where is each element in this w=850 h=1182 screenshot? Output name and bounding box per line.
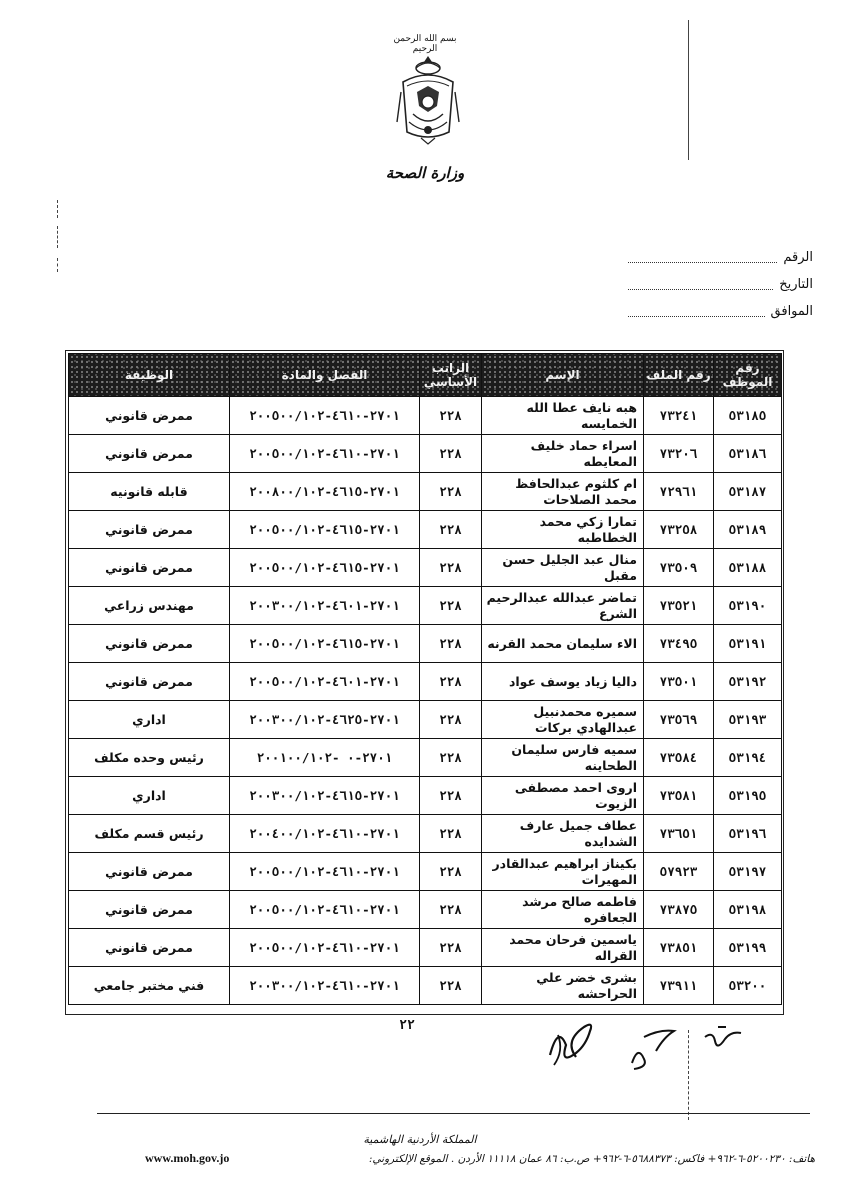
table-row (69, 587, 782, 625)
cell-emp-no: ٥٣١٩٤ (714, 739, 782, 777)
cell-account: ٢٧٠١-٤٦٠١-٢٠٠٥٠٠/١٠٢ (230, 663, 420, 701)
cell-base-salary: ٢٢٨ (420, 511, 482, 549)
cell-job: ممرض قانوني (69, 397, 230, 435)
cell-emp-no: ٥٣١٨٩ (714, 511, 782, 549)
ref-number-dotted-line (628, 251, 777, 263)
cell-base-salary: ٢٢٨ (420, 777, 482, 815)
table-row (69, 663, 782, 701)
table-row (69, 739, 782, 777)
cell-base-salary: ٢٢٨ (420, 549, 482, 587)
cell-emp-no: ٥٣١٨٦ (714, 435, 782, 473)
cell-account: ٢٧٠١-٤٦١٠-٢٠٠٥٠٠/١٠٢ (230, 853, 420, 891)
footer-contact (145, 1151, 815, 1166)
cell-account: ٢٧٠١-٤٦١٠-٢٠٠٥٠٠/١٠٢ (230, 397, 420, 435)
cell-file-no: ٥٧٩٢٣ (644, 853, 714, 891)
table-header-row (69, 354, 782, 397)
cell-name: داليا زياد يوسف عواد (482, 663, 644, 701)
margin-dash-mark (57, 226, 58, 248)
cell-base-salary: ٢٢٨ (420, 739, 482, 777)
cell-job: فني مختبر جامعي (69, 967, 230, 1005)
table-row (69, 625, 782, 663)
margin-dash-mark (57, 200, 58, 218)
cell-job: ممرض قانوني (69, 625, 230, 663)
header-name: الإسم (482, 354, 644, 397)
basmala-text: بسم الله الرحمن الرحيم (393, 34, 457, 54)
cell-base-salary: ٢٢٨ (420, 473, 482, 511)
cell-emp-no: ٥٣١٨٥ (714, 397, 782, 435)
cell-emp-no: ٥٣٢٠٠ (714, 967, 782, 1005)
cell-job: مهندس زراعي (69, 587, 230, 625)
table-row (69, 701, 782, 739)
header-file-no: رقم الملف (644, 354, 714, 397)
cell-account: ٢٧٠١-٤٦١٠-٢٠٠٥٠٠/١٠٢ (230, 929, 420, 967)
cell-file-no: ٧٣٦٥١ (644, 815, 714, 853)
cell-job: رئيس قسم مكلف (69, 815, 230, 853)
ref-date-label: التاريخ (779, 277, 813, 292)
cell-name: فاطمه صالح مرشد الجعافره (482, 891, 644, 929)
reference-block (628, 238, 813, 319)
footer-contact-text: هاتف: ٥٢٠٠٢٣٠-٦-٩٦٢+ فاكس: ٥٦٨٨٣٧٣-٦-٩٦٢+ ص.ب: ٨٦ عمان ١١١١٨ الأردن . الموقع الإلكتروني: (368, 1152, 815, 1165)
cell-job: ممرض قانوني (69, 929, 230, 967)
cell-file-no: ٧٣٢٥٨ (644, 511, 714, 549)
cell-base-salary: ٢٢٨ (420, 587, 482, 625)
header-base-salary: الراتب الأساسي (420, 354, 482, 397)
header-account: الفصل والمادة (230, 354, 420, 397)
cell-name: ام كلثوم عبدالحافظ محمد الصلاحات (482, 473, 644, 511)
cell-file-no: ٧٣٥٨٤ (644, 739, 714, 777)
cell-file-no: ٧٣٥٢١ (644, 587, 714, 625)
ref-corresponding-row (628, 292, 813, 319)
margin-rule (688, 20, 689, 160)
margin-dash-mark (57, 258, 58, 272)
cell-base-salary: ٢٢٨ (420, 435, 482, 473)
ministry-name: وزارة الصحة (385, 164, 465, 182)
cell-job: اداري (69, 777, 230, 815)
cell-base-salary: ٢٢٨ (420, 929, 482, 967)
cell-file-no: ٧٣٥٨١ (644, 777, 714, 815)
cell-job: ممرض قانوني (69, 549, 230, 587)
cell-account: ٢٧٠١-٤٦١٠-٢٠٠٥٠٠/١٠٢ (230, 891, 420, 929)
cell-job: ممرض قانوني (69, 853, 230, 891)
cell-job: ممرض قانوني (69, 435, 230, 473)
cell-file-no: ٧٣٥٠٩ (644, 549, 714, 587)
ref-corresponding-label: الموافق (770, 304, 813, 319)
table-row (69, 511, 782, 549)
cell-emp-no: ٥٣١٩٠ (714, 587, 782, 625)
table-row (69, 549, 782, 587)
cell-base-salary: ٢٢٨ (420, 663, 482, 701)
header-emp-no: رقم الموظف (714, 354, 782, 397)
cell-emp-no: ٥٣١٩٢ (714, 663, 782, 701)
footer-kingdom: المملكة الأردنية الهاشمية (363, 1133, 477, 1146)
cell-name: سميره محمدنبيل عبدالهادي بركات (482, 701, 644, 739)
cell-name: تمارا زكي محمد الخطاطبه (482, 511, 644, 549)
page-number: ٢٢ (399, 1018, 415, 1033)
cell-account: ٢٧٠١-٤٦١٠-٢٠٠٤٠٠/١٠٢ (230, 815, 420, 853)
cell-emp-no: ٥٣١٩١ (714, 625, 782, 663)
cell-file-no: ٧٣٨٧٥ (644, 891, 714, 929)
cell-account: ٢٧٠١-٤٦١٥-٢٠٠٣٠٠/١٠٢ (230, 777, 420, 815)
cell-base-salary: ٢٢٨ (420, 815, 482, 853)
cell-account: ٢٧٠١-٤٦٠١-٢٠٠٣٠٠/١٠٢ (230, 587, 420, 625)
cell-name: الاء سليمان محمد القرنه (482, 625, 644, 663)
cell-file-no: ٧٣٢٠٦ (644, 435, 714, 473)
cell-emp-no: ٥٣١٩٨ (714, 891, 782, 929)
cell-emp-no: ٥٣١٩٦ (714, 815, 782, 853)
cell-name: اروى احمد مصطفى الزيوت (482, 777, 644, 815)
table-row (69, 815, 782, 853)
table-row (69, 777, 782, 815)
cell-job: قابله قانونيه (69, 473, 230, 511)
cell-emp-no: ٥٣١٩٧ (714, 853, 782, 891)
cell-name: هبه نايف عطا الله الخمايسه (482, 397, 644, 435)
cell-account: ٢٧٠١-٠ -٢٠٠١٠٠/١٠٢ (230, 739, 420, 777)
table-row (69, 929, 782, 967)
cell-job: اداري (69, 701, 230, 739)
cell-account: ٢٧٠١-٤٦١٥-٢٠٠٨٠٠/١٠٢ (230, 473, 420, 511)
cell-emp-no: ٥٣١٩٣ (714, 701, 782, 739)
cell-file-no: ٧٣٥٦٩ (644, 701, 714, 739)
table-row (69, 473, 782, 511)
cell-account: ٢٧٠١-٤٦١٥-٢٠٠٥٠٠/١٠٢ (230, 511, 420, 549)
cell-account: ٢٧٠١-٤٦١٠-٢٠٠٥٠٠/١٠٢ (230, 435, 420, 473)
cell-file-no: ٧٢٩٦١ (644, 473, 714, 511)
cell-job: ممرض قانوني (69, 511, 230, 549)
cell-name: منال عبد الجليل حسن مقبل (482, 549, 644, 587)
cell-job: ممرض قانوني (69, 891, 230, 929)
table-row (69, 435, 782, 473)
cell-base-salary: ٢٢٨ (420, 397, 482, 435)
cell-name: تماضر عبدالله عبدالرحيم الشرع (482, 587, 644, 625)
cell-job: رئيس وحده مكلف (69, 739, 230, 777)
cell-file-no: ٧٣٤٩٥ (644, 625, 714, 663)
table-body (69, 397, 782, 1005)
table-row (69, 397, 782, 435)
cell-base-salary: ٢٢٨ (420, 625, 482, 663)
cell-account: ٢٧٠١-٤٦٢٥-٢٠٠٣٠٠/١٠٢ (230, 701, 420, 739)
cell-emp-no: ٥٣١٨٨ (714, 549, 782, 587)
employee-table (68, 353, 782, 1005)
cell-base-salary: ٢٢٨ (420, 853, 482, 891)
footer-website-link[interactable]: www.moh.gov.jo (145, 1151, 230, 1165)
cell-account: ٢٧٠١-٤٦١٥-٢٠٠٥٠٠/١٠٢ (230, 549, 420, 587)
table-row (69, 891, 782, 929)
cell-account: ٢٧٠١-٤٦١٥-٢٠٠٥٠٠/١٠٢ (230, 625, 420, 663)
ref-number-row (628, 238, 813, 265)
cell-file-no: ٧٣٨٥١ (644, 929, 714, 967)
cell-name: سميه فارس سليمان الطحاينه (482, 739, 644, 777)
cell-base-salary: ٢٢٨ (420, 967, 482, 1005)
header-job: الوظيفة (69, 354, 230, 397)
cell-name: بكيناز ابراهيم عبدالقادر المهيرات (482, 853, 644, 891)
jordan-coat-of-arms-icon (393, 52, 463, 148)
cell-emp-no: ٥٣١٨٧ (714, 473, 782, 511)
cell-account: ٢٧٠١-٤٦١٠-٢٠٠٣٠٠/١٠٢ (230, 967, 420, 1005)
table-row (69, 967, 782, 1005)
cell-emp-no: ٥٣١٩٩ (714, 929, 782, 967)
cell-name: اسراء حماد خليف المعايطه (482, 435, 644, 473)
cell-file-no: ٧٣٥٠١ (644, 663, 714, 701)
ref-date-dotted-line (628, 278, 773, 290)
handwritten-signatures (540, 1015, 770, 1075)
ref-number-label: الرقم (783, 250, 813, 265)
cell-name: ياسمين فرحان محمد القراله (482, 929, 644, 967)
cell-name: بشرى خضر علي الحراحشه (482, 967, 644, 1005)
cell-file-no: ٧٣٢٤١ (644, 397, 714, 435)
cell-file-no: ٧٣٩١١ (644, 967, 714, 1005)
cell-base-salary: ٢٢٨ (420, 701, 482, 739)
ref-date-row (628, 265, 813, 292)
table-row (69, 853, 782, 891)
cell-name: عطاف جميل عارف الشدايده (482, 815, 644, 853)
cell-job: ممرض قانوني (69, 663, 230, 701)
ref-corresponding-dotted-line (628, 305, 765, 317)
cell-emp-no: ٥٣١٩٥ (714, 777, 782, 815)
footer-rule (97, 1113, 810, 1114)
cell-base-salary: ٢٢٨ (420, 891, 482, 929)
